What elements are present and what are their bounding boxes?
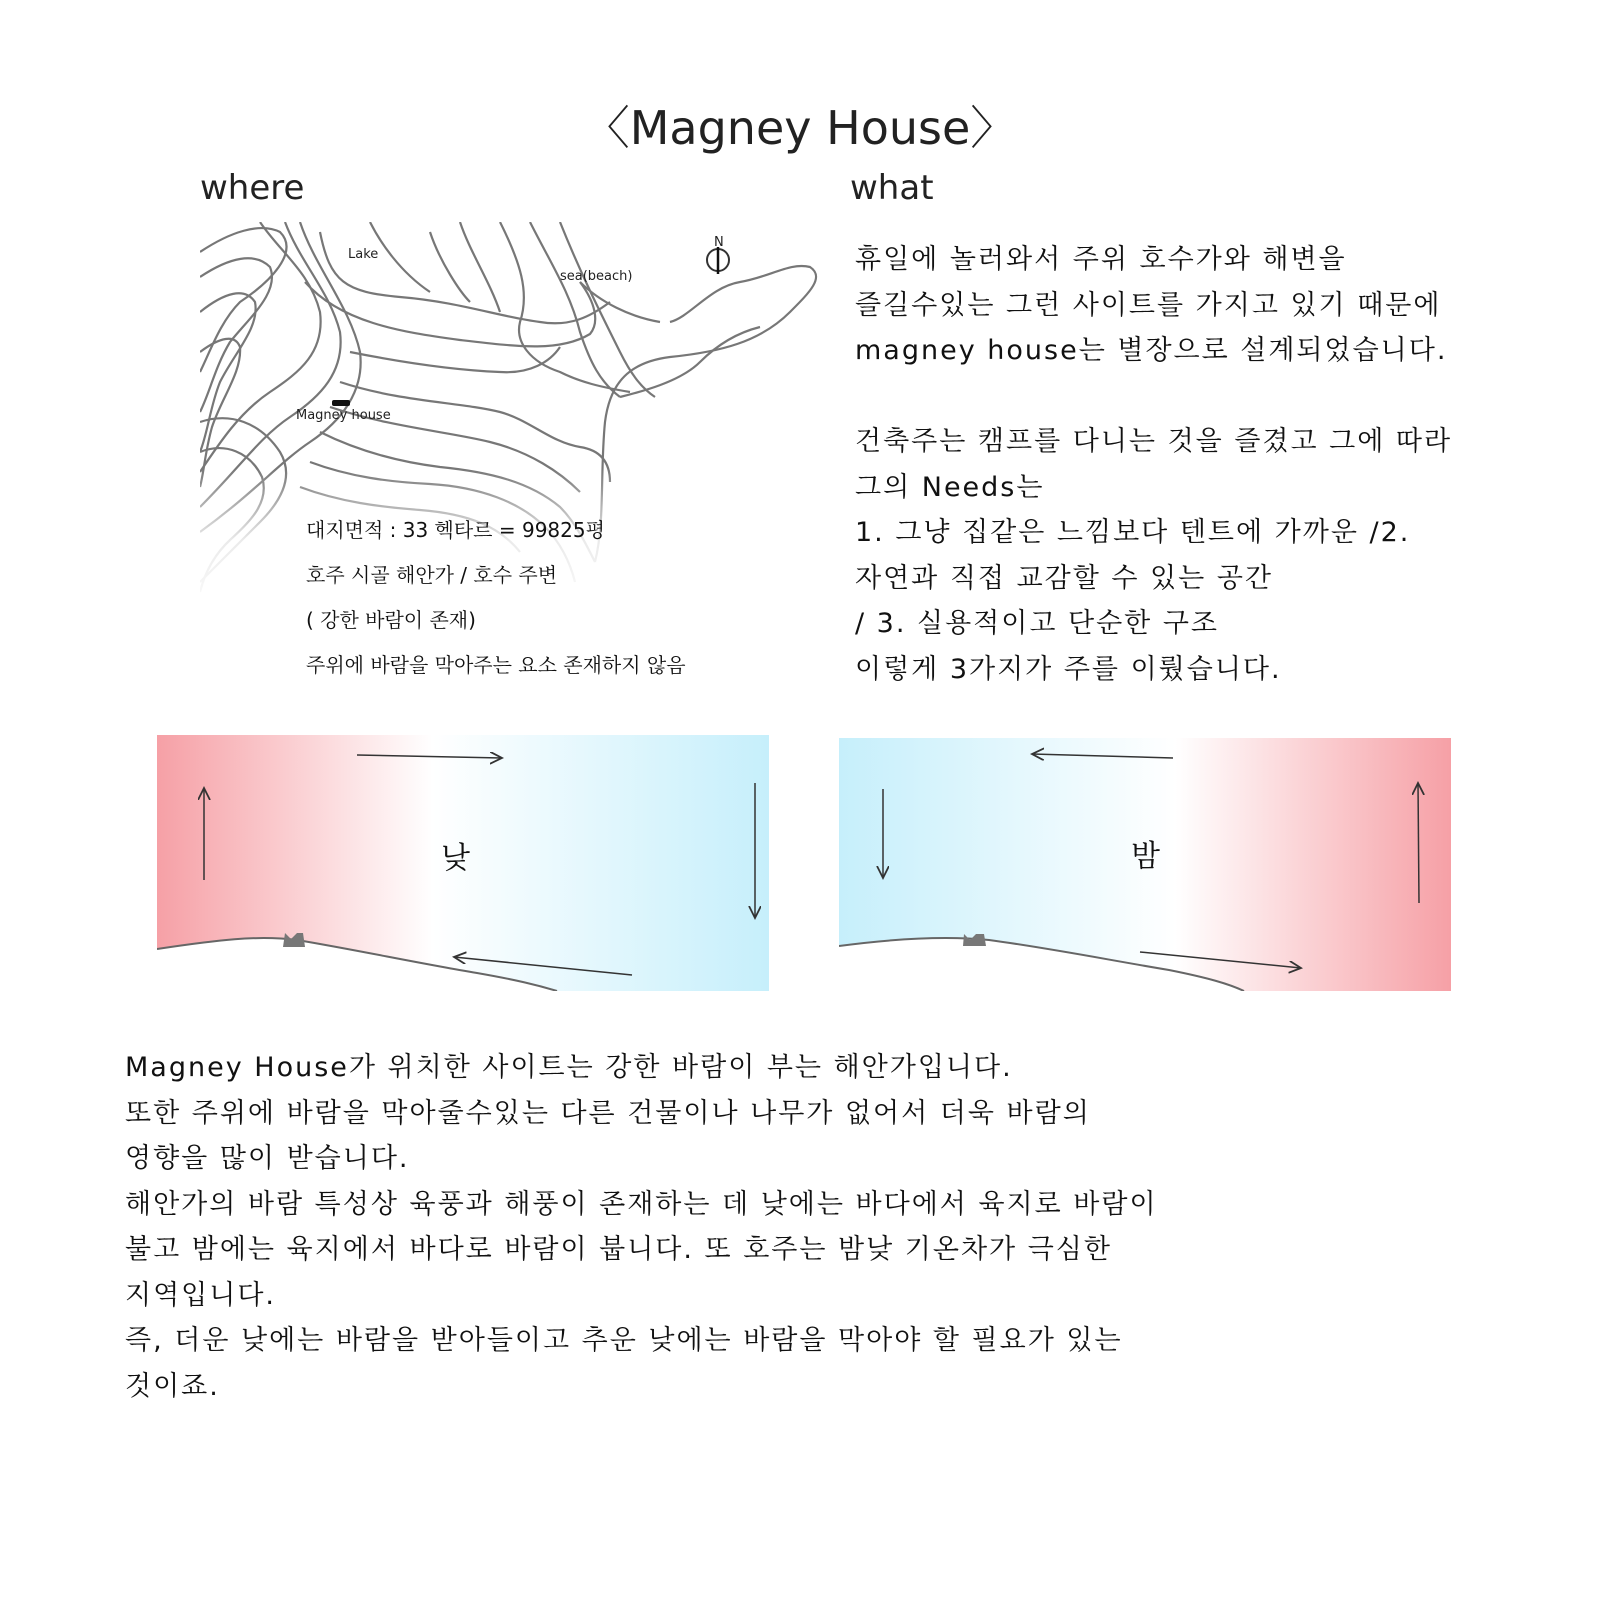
what-heading: what xyxy=(850,168,934,208)
what-line: / 3. 실용적이고 단순한 구조 xyxy=(855,608,1220,639)
night-label: 밤 xyxy=(1131,839,1160,874)
body-line: 또한 주위에 바람을 막아줄수있는 다른 건물이나 나무가 없어서 더욱 바람의 xyxy=(125,1097,1091,1129)
site-info-line: ( 강한 바람이 존재) xyxy=(306,608,476,632)
what-line xyxy=(855,374,1452,420)
what-line: 자연과 직접 교감할 수 있는 공간 xyxy=(855,562,1273,594)
body-line: 즉, 더운 낮에는 바람을 받아들이고 추운 낮에는 바람을 막아야 할 필요가 있는 xyxy=(125,1325,1123,1356)
body-line: 해안가의 바람 특성상 육풍과 해풍이 존재하는 데 낮에는 바다에서 육지로 바람이 xyxy=(125,1188,1158,1220)
night-wind-diagram xyxy=(839,738,1451,991)
body-line: 영향을 많이 받습니다. xyxy=(125,1143,410,1174)
what-line: 이렇게 3가지가 주를 이뤘습니다. xyxy=(855,653,1282,685)
body-line: 지역입니다. xyxy=(125,1279,276,1311)
map-label-north: N xyxy=(714,235,724,250)
what-line: 그의 Needs는 xyxy=(855,471,1045,503)
body-line: Magney House가 위치한 사이트는 강한 바람이 부는 해안가입니다. xyxy=(125,1052,1013,1083)
what-line: 건축주는 캠프를 다니는 것을 즐겼고 그에 따라 xyxy=(855,426,1453,457)
day-wind-diagram xyxy=(157,735,769,991)
page-title: 〈Magney House〉 xyxy=(583,101,1017,155)
what-line: magney house는 별장으로 설계되었습니다. xyxy=(855,335,1448,366)
where-heading: where xyxy=(200,168,305,208)
site-info-line: 호주 시골 해안가 / 호수 주변 xyxy=(306,563,558,587)
site-info-line: 주위에 바람을 막아주는 요소 존재하지 않음 xyxy=(306,653,686,677)
site-info-line: 대지면적 : 33 헥타르 = 99825평 xyxy=(306,518,605,542)
body-text xyxy=(125,1045,1158,1409)
map-label-lake: Lake xyxy=(348,247,379,262)
house-marker xyxy=(332,400,350,406)
site-info xyxy=(306,514,686,694)
body-line: 것이죠. xyxy=(125,1370,220,1402)
what-description xyxy=(855,237,1452,692)
what-line: 1. 그냥 집같은 느낌보다 텐트에 가까운 /2. xyxy=(855,517,1411,548)
night-arrow-right xyxy=(1418,783,1419,903)
what-line: 즐길수있는 그런 사이트를 가지고 있기 때문에 xyxy=(855,289,1442,321)
body-line: 불고 밤에는 육지에서 바다로 바람이 붑니다. 또 호주는 밤낮 기온차가 극심한 xyxy=(125,1234,1112,1265)
day-label: 낮 xyxy=(441,841,470,876)
map-label-sea: sea(beach) xyxy=(560,269,633,284)
map-label-house: Magney house xyxy=(296,408,391,423)
what-line: 휴일에 놀러와서 주위 호수가와 해변을 xyxy=(855,244,1347,275)
